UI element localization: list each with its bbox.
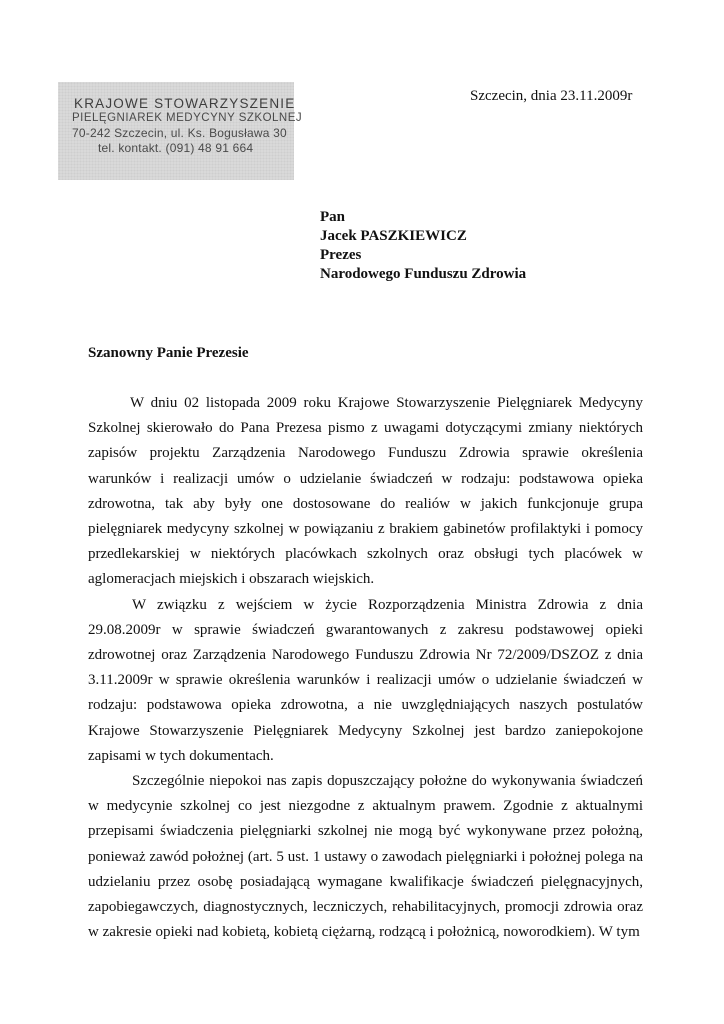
letter-body bbox=[88, 391, 643, 945]
stamp-phone: tel. kontakt. (091) 48 91 664 bbox=[98, 141, 254, 155]
salutation: Szanowny Panie Prezesie bbox=[88, 345, 249, 361]
letter-date: Szczecin, dnia 23.11.2009r bbox=[470, 88, 633, 104]
paragraph: W dniu 02 listopada 2009 roku Krajowe Stowarzyszenie Pielęgniarek Medycyny Szkolnej skierowało do Pana Prezesa pismo z uwagami dotyczącymi zmiany niektórych zapisów projektu Zarządzenia Narodowego Funduszu Zdrowia sprawie określenia warunków i realizacji umów o udzielanie świadczeń w rodzaju: podstawowa opieka zdrowotna, tak aby były one dostosowane do realiów w jakich funkcjonuje grupa pielęgniarek medycyny szkolnej w powiązaniu z brakiem gabinetów profilaktyki i pomocy przedlekarskiej w niektórych placówkach szkolnych oraz obsługi tych placówek w aglomeracjach miejskich i obszarach wiejskich. bbox=[88, 395, 643, 588]
stamp-org-name: KRAJOWE STOWARZYSZENIE bbox=[74, 96, 296, 111]
addressee-position: Prezes bbox=[320, 247, 362, 263]
paragraph: W związku z wejściem w życie Rozporządzenia Ministra Zdrowia z dnia 29.08.2009r w sprawie świadczeń gwarantowanych z zakresu podstawowej opieki zdrowotnej oraz Zarządzenia Narodowego Funduszu Zdrowia Nr 72/2009/DSZOZ z dnia 3.11.2009r w sprawie określenia warunków i realizacji umów o udzielanie świadczeń w rodzaju: podstawowa opieka zdrowotna, a nie uwzględniających naszych postulatów Krajowe Stowarzyszenie Pielęgniarek Medycyny Szkolnej jest bardzo zaniepokojone zapisami w tych dokumentach. bbox=[88, 596, 643, 764]
paragraph: Szczególnie niepokoi nas zapis dopuszczający położne do wykonywania świadczeń w medycynie szkolnej co jest niezgodne z aktualnym prawem. Zgodnie z aktualnymi przepisami świadczenia pielęgniarki szkolnej nie mogą być wykonywane przez położną, ponieważ zawód położnej (art. 5 ust. 1 ustawy o zawodach pielęgniarki i położnej polega na udzielaniu przez osobę posiadającą wymagane kwalifikacje świadczeń pielęgnacyjnych, zapobiegawczych, diagnostycznych, leczniczych, rehabilitacyjnych, promocji zdrowia oraz w zakresie opieki nad kobietą, kobietą ciężarną, rodzącą i położnicą, noworodkiem). W tym bbox=[88, 773, 643, 941]
addressee-title: Pan bbox=[320, 209, 346, 225]
stamp-address: 70-242 Szczecin, ul. Ks. Bogusława 30 bbox=[72, 126, 287, 140]
addressee-name: Jacek PASZKIEWICZ bbox=[320, 228, 467, 244]
organization-stamp bbox=[58, 82, 303, 180]
stamp-org-subtitle: PIELĘGNIAREK MEDYCYNY SZKOLNEJ bbox=[72, 112, 303, 124]
addressee-institution: Narodowego Funduszu Zdrowia bbox=[320, 266, 527, 282]
addressee-block bbox=[320, 208, 526, 284]
